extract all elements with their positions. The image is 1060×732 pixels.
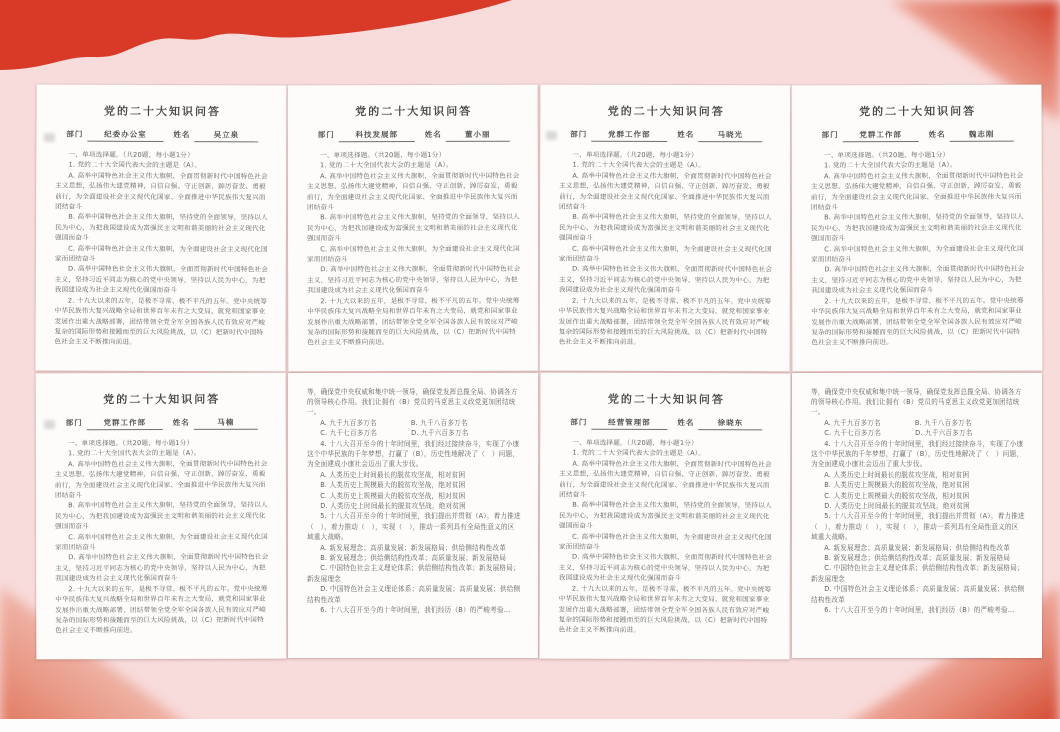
body-line: C. 高举中国特色社会主义伟大旗帜，为全面建设社会主义现代化国家而团结奋斗 bbox=[811, 244, 1024, 264]
dept-value: 党群工作部 bbox=[843, 129, 919, 142]
body-line: D. 人类历史上时间最长的脱贫攻坚战，绝对贫困 bbox=[824, 501, 970, 510]
body-line: D. 高举中国特色社会主义伟大旗帜，全面贯彻新时代中国特色社会主义，坚持习近平同志为核心的党中央领导，坚持以人民为中心，为把我国建设成为社会主义现代化强国而奋斗 bbox=[54, 265, 269, 295]
page-body bbox=[559, 437, 774, 635]
dept-value: 纪委办公室 bbox=[87, 129, 163, 142]
name-label: 姓名 bbox=[928, 129, 946, 139]
quiz-page-5 bbox=[36, 372, 287, 658]
quiz-page-4 bbox=[792, 85, 1043, 371]
body-line: B. 新发展理念；供给侧结构性改革；高质量发展；新发展格局 bbox=[824, 554, 1011, 562]
name-value: 马楠 bbox=[194, 416, 258, 429]
body-line: 2. 十九大以来的五年，是极不寻常、极不平凡的五年。党中央统筹中华民族伟大复兴战略全局和世界百年未有之大变局，就党和国家事业发展作出重大战略部署，团结带领全党全军全国各族人民有效应对严峻复杂的国际形势和接踵而至的巨大风险挑战，以（C）把新时代中国特色社会主义不断推向前进。 bbox=[55, 583, 268, 635]
body-line: 1. 党的二十大全国代表大会的主题是（A）。 bbox=[823, 161, 957, 170]
page-body bbox=[307, 150, 522, 348]
body-line: B. 人类历史上规模最大的脱贫攻坚战，绝对贫困 bbox=[824, 481, 970, 490]
body-line: 5. 十八大召开至今的十年时间里，我们提出并贯彻（A），着力推进（ ），着力推动（ ），实现（ ），推动一系列具有全局性意义的区域重大战略。 bbox=[307, 512, 521, 542]
page-header bbox=[559, 129, 773, 143]
body-line: B. 高举中国特色社会主义伟大旗帜，坚持党的全面领导，坚持以人民为中心，为把我国建设成为富强民主文明和谐美丽的社会主义现代化强国而奋斗 bbox=[54, 500, 268, 531]
page-header bbox=[559, 416, 773, 430]
dept-value: 科技发展部 bbox=[339, 129, 415, 142]
scanned-pages-grid bbox=[36, 85, 1042, 658]
top-left-red-shape bbox=[0, 0, 512, 70]
body-line: 1. 党的二十大全国代表大会的主题是（A）。 bbox=[68, 161, 202, 170]
dept-value: 经营管理部 bbox=[591, 416, 667, 429]
name-value: 董小丽 bbox=[446, 129, 510, 142]
body-line: C. 高举中国特色社会主义伟大旗帜，为全面建设社会主义现代化国家而团结奋斗 bbox=[55, 531, 268, 551]
body-line: 一、单项选择题。（共20题，每小题1分） bbox=[68, 150, 194, 160]
body-line: 2. 十九大以来的五年，是极不寻常、极不平凡的五年。党中央统筹中华民族伟大复兴战略全局和世界百年未有之大变局，就党和国家事业发展作出重大战略部署，团结带领全党全军全国各族人民有效应对严峻复杂的国际形势和接踵而至的巨大风险挑战，以（C）把新时代中国特色社会主义不断推向前进。 bbox=[558, 296, 772, 347]
name-value: 吴立泉 bbox=[194, 129, 258, 142]
name-label: 姓名 bbox=[677, 417, 695, 427]
body-line: D. 中国特色社会主义理论体系；高质量发展；高质量发展；供给侧结构性改革 bbox=[307, 585, 521, 604]
body-line: C. 中国特色社会主义理论体系；供给侧结构性改革；新发展格局；新发展理念 bbox=[307, 564, 520, 583]
body-line: D. 高举中国特色社会主义伟大旗帜，全面贯彻新时代中国特色社会主义，坚持习近平同志为核心的党中央领导，坚持以人民为中心，为把我国建设成为社会主义现代化强国而奋斗 bbox=[558, 552, 773, 582]
body-line: A. 高举中国特色社会主义伟大旗帜，全面贯彻新时代中国特色社会主义思想，弘扬伟大建党精神，自信自强、守正创新，踔厉奋发、勇毅前行，为全面建设社会主义现代化国家、全面推进中华民族伟大复兴而团结奋斗 bbox=[559, 458, 772, 499]
body-line: 5. 十八大召开至今的十年时间里，我们提出并贯彻（A），着力推进（ ），着力推动（ ），实现（ ），推动一系列具有全局性意义的区域重大战略。 bbox=[811, 512, 1025, 542]
body-line: C. 九千七百多万名 D. 九千六百多万名 bbox=[320, 429, 469, 438]
body-line: 等，确保党中央权威和集中统一领导，确保党发挥总揽全局、协调各方的领导核心作用。我们让拥有（B）党员的马克思主义政党更加团结统一。 bbox=[307, 387, 518, 417]
body-line: B. 高举中国特色社会主义伟大旗帜，坚持党的全面领导，坚持以人民为中心，为把我国建设成为富强民主文明和谐美丽的社会主义现代化强国而奋斗 bbox=[558, 213, 772, 243]
scan-smudge bbox=[44, 420, 55, 429]
body-line: C. 高举中国特色社会主义伟大旗帜，为全面建设社会主义现代化国家而团结奋斗 bbox=[54, 244, 268, 263]
body-line: 一、单项选择题。（共20题，每小题1分） bbox=[319, 150, 446, 160]
dept-label: 部门 bbox=[66, 129, 84, 139]
body-line: B. 新发展理念；供给侧结构性改革；高质量发展；新发展格局 bbox=[320, 554, 507, 562]
body-line: C. 九千七百多万名 D. 九千六百多万名 bbox=[824, 429, 973, 438]
page-title: 党的二十大知识问答 bbox=[103, 392, 221, 406]
body-line: A. 人类历史上时间最长的脱贫攻坚战，相对贫困 bbox=[320, 470, 466, 479]
name-label: 姓名 bbox=[424, 129, 442, 139]
page-header bbox=[811, 129, 1025, 143]
body-line: B. 人类历史上规模最大的脱贫攻坚战，绝对贫困 bbox=[320, 481, 466, 490]
body-line: A. 新发展理念；高质量发展；新发展格局；供给侧结构性改革 bbox=[824, 543, 1011, 552]
body-line: 6. 十八大召开至今的十年时间里，我们经历（B）的严峻考验… bbox=[320, 606, 511, 615]
body-line: B. 高举中国特色社会主义伟大旗帜，坚持党的全面领导，坚持以人民为中心，为把我国建设成为富强民主文明和谐美丽的社会主义现代化强国而奋斗 bbox=[558, 500, 772, 530]
page-body bbox=[811, 387, 1025, 616]
page-body bbox=[307, 387, 521, 616]
body-line: 2. 十九大以来的五年，是极不寻常、极不平凡的五年。党中央统筹中华民族伟大复兴战略全局和世界百年未有之大变局，就党和国家事业发展作出重大战略部署，团结带领全党全军全国各族人民有效应对严峻复杂的国际形势和接踵而至的巨大风险挑战，以（C）把新时代中国特色社会主义不断推向前进。 bbox=[558, 583, 772, 634]
body-line: 1. 党的二十大全国代表大会的主题是（A）。 bbox=[320, 161, 453, 170]
body-line: C. 高举中国特色社会主义伟大旗帜，为全面建设社会主义现代化国家而团结奋斗 bbox=[558, 244, 772, 263]
page-title: 党的二十大知识问答 bbox=[103, 104, 222, 119]
dept-value: 党群工作部 bbox=[591, 129, 667, 142]
page-body bbox=[559, 150, 774, 348]
body-line: 一、单项选择题。（共20题，每小题1分） bbox=[823, 150, 950, 160]
page-header bbox=[55, 416, 269, 430]
bottom-white-strip bbox=[0, 719, 1060, 732]
body-line: 4. 十八大召开至今的十年时间里，我们经过接续奋斗，实现了小康这个中华民族的千年梦想，打赢了（B），历史性地解决了（ ）问题，为全面建成小康社会迈出了重大步伐。 bbox=[307, 439, 520, 469]
body-line: A. 新发展理念；高质量发展；新发展格局；供给侧结构性改革 bbox=[320, 543, 507, 552]
body-line: 一、单项选择题。（共20题，每小题1分） bbox=[572, 438, 698, 447]
body-line: 2. 十九大以来的五年，是极不寻常、极不平凡的五年。党中央统筹中华民族伟大复兴战略全局和世界百年未有之大变局，就党和国家事业发展作出重大战略部署，团结带领全党全军全国各族人民有效应对严峻复杂的国际形势和接踵而至的巨大风险挑战，以（C）把新时代中国特色社会主义不断推向前进。 bbox=[811, 296, 1024, 347]
body-line: D. 高举中国特色社会主义伟大旗帜，全面贯彻新时代中国特色社会主义，坚持习近平同志为核心的党中央领导，坚持以人民为中心，为把我国建设成为社会主义现代化强国而奋斗 bbox=[558, 265, 773, 295]
dept-label: 部门 bbox=[821, 130, 839, 140]
scan-smudge bbox=[44, 133, 55, 142]
body-line: 2. 十九大以来的五年，是极不寻常、极不平凡的五年。党中央统筹中华民族伟大复兴战略全局和世界百年未有之大变局，就党和国家事业发展作出重大战略部署，团结带领全党全军全国各族人民有效应对严峻复杂的国际形势和接踵而至的巨大风险挑战，以（C）把新时代中国特色社会主义不断推向前进。 bbox=[54, 296, 268, 347]
body-line: 1. 党的二十大全国代表大会的主题是（A）。 bbox=[572, 448, 706, 458]
body-line: A. 人类历史上时间最长的脱贫攻坚战，相对贫困 bbox=[824, 470, 970, 479]
quiz-page-6-continuation bbox=[288, 373, 538, 659]
page-body bbox=[55, 437, 270, 635]
quiz-page-2 bbox=[288, 85, 539, 371]
body-line: 1. 党的二十大全国代表大会的主题是（A）。 bbox=[68, 448, 201, 458]
body-line: 一、单项选择题。（共20题，每小题1分） bbox=[67, 438, 194, 447]
page-header bbox=[307, 129, 521, 143]
name-value: 徐晓东 bbox=[698, 417, 762, 430]
body-line: 一、单项选择题。（共20题，每小题1分） bbox=[572, 150, 698, 160]
body-line: C. 人类历史上规模最大的脱贫攻坚战，相对贫困 bbox=[320, 491, 466, 500]
dept-label: 部门 bbox=[317, 130, 335, 140]
body-line: B. 高举中国特色社会主义伟大旗帜，坚持党的全面领导，坚持以人民为中心，为把我国建设成为富强民主文明和谐美丽的社会主义现代化强国而奋斗 bbox=[810, 213, 1024, 243]
quiz-page-1 bbox=[35, 84, 286, 371]
body-line: 6. 十八大召开至今的十年时间里，我们经历（B）的严峻考验… bbox=[824, 606, 1015, 615]
body-line: D. 人类历史上时间最长的脱贫攻坚战，绝对贫困 bbox=[320, 501, 466, 510]
name-label: 姓名 bbox=[677, 130, 695, 140]
body-line: C. 中国特色社会主义理论体系；供给侧结构性改革；新发展格局；新发展理念 bbox=[811, 564, 1024, 583]
body-line: D. 高举中国特色社会主义伟大旗帜，全面贯彻新时代中国特色社会主义，坚持习近平同志为核心的党中央领导，坚持以人民为中心，为把我国建设成为社会主义现代化强国而奋斗 bbox=[811, 265, 1025, 295]
quiz-page-7 bbox=[540, 372, 791, 658]
body-line: A. 高举中国特色社会主义伟大旗帜，全面贯彻新时代中国特色社会主义思想，弘扬伟大建党精神，自信自强、守正创新，踔厉奋发、勇毅前行，为全面建设社会主义现代化国家、全面推进中华民族伟大复兴而团结奋斗 bbox=[54, 459, 268, 499]
page-title: 党的二十大知识问答 bbox=[859, 104, 977, 119]
scan-smudge bbox=[546, 131, 557, 140]
body-line: 1. 党的二十大全国代表大会的主题是（A）。 bbox=[572, 161, 706, 170]
page-body bbox=[54, 150, 269, 349]
body-line: C. 高举中国特色社会主义伟大旗帜，为全面建设社会主义现代化国家而团结奋斗 bbox=[307, 244, 520, 264]
body-line: D. 中国特色社会主义理论体系；高质量发展；高质量发展；供给侧结构性改革 bbox=[811, 585, 1025, 604]
quiz-page-8-continuation bbox=[792, 373, 1042, 659]
body-line: A. 九千九百多万名 B. 九千八百多万名 bbox=[824, 418, 972, 427]
body-line: C. 高举中国特色社会主义伟大旗帜，为全面建设社会主义现代化国家而团结奋斗 bbox=[558, 531, 772, 551]
body-line: 4. 十八大召开至今的十年时间里，我们经过接续奋斗，实现了小康这个中华民族的千年梦想，打赢了（B），历史性地解决了（ ）问题，为全面建成小康社会迈出了重大步伐。 bbox=[811, 439, 1024, 469]
name-label: 姓名 bbox=[173, 130, 191, 140]
body-line: 等，确保党中央权威和集中统一领导，确保党发挥总揽全局、协调各方的领导核心作用。我们让拥有（B）党员的马克思主义政党更加团结统一。 bbox=[811, 387, 1022, 417]
page-title: 党的二十大知识问答 bbox=[607, 104, 725, 119]
name-label: 姓名 bbox=[172, 417, 190, 427]
dept-label: 部门 bbox=[570, 129, 588, 139]
dept-label: 部门 bbox=[570, 417, 588, 427]
body-line: A. 高举中国特色社会主义伟大旗帜，全面贯彻新时代中国特色社会主义思想，弘扬伟大建党精神，自信自强、守正创新，踔厉奋发、勇毅前行，为全面建设社会主义现代化国家、全面推进中华民族伟大复兴而团结奋斗 bbox=[559, 171, 772, 211]
body-line: C. 人类历史上规模最大的脱贫攻坚战，相对贫困 bbox=[824, 491, 970, 500]
body-line: B. 高举中国特色社会主义伟大旗帜，坚持党的全面领导，坚持以人民为中心，为把我国建设成为富强民主文明和谐美丽的社会主义现代化强国而奋斗 bbox=[306, 213, 520, 243]
body-line: D. 高举中国特色社会主义伟大旗帜，全面贯彻新时代中国特色社会主义，坚持习近平同志为核心的党中央领导，坚持以人民为中心，为把我国建设成为社会主义现代化强国而奋斗 bbox=[55, 552, 269, 583]
body-line: A. 高举中国特色社会主义伟大旗帜，全面贯彻新时代中国特色社会主义思想，弘扬伟大建党精神，自信自强、守正创新，踔厉奋发、勇毅前行，为全面建设社会主义现代化国家、全面推进中华民族伟大复兴而团结奋斗 bbox=[55, 171, 268, 211]
body-line: A. 高举中国特色社会主义伟大旗帜，全面贯彻新时代中国特色社会主义思想，弘扬伟大建党精神，自信自强、守正创新，踔厉奋发、勇毅前行，为全面建设社会主义现代化国家、全面推进中华民族伟大复兴而团结奋斗 bbox=[306, 171, 520, 212]
body-line: 2. 十九大以来的五年，是极不寻常、极不平凡的五年。党中央统筹中华民族伟大复兴战略全局和世界百年未有之大变局，就党和国家事业发展作出重大战略部署，团结带领全党全军全国各族人民有效应对严峻复杂的国际形势和接踵而至的巨大风险挑战，以（C）把新时代中国特色社会主义不断推向前进。 bbox=[307, 296, 520, 347]
page-header bbox=[55, 129, 269, 143]
page-title: 党的二十大知识问答 bbox=[355, 104, 473, 119]
page-title: 党的二十大知识问答 bbox=[607, 392, 725, 406]
body-line: A. 高举中国特色社会主义伟大旗帜，全面贯彻新时代中国特色社会主义思想，弘扬伟大建党精神，自信自强、守正创新，踔厉奋发、勇毅前行，为全面建设社会主义现代化国家、全面推进中华民族伟大复兴而团结奋斗 bbox=[810, 171, 1024, 212]
body-line: D. 高举中国特色社会主义伟大旗帜，全面贯彻新时代中国特色社会主义，坚持习近平同志为核心的党中央领导，坚持以人民为中心，为把我国建设成为社会主义现代化强国而奋斗 bbox=[307, 265, 521, 295]
name-value: 马晓光 bbox=[698, 129, 762, 142]
name-value: 魏志刚 bbox=[950, 129, 1014, 142]
page-body bbox=[811, 150, 1026, 348]
quiz-page-3 bbox=[540, 85, 791, 371]
dept-value: 党群工作部 bbox=[87, 416, 163, 429]
body-line: B. 高举中国特色社会主义伟大旗帜，坚持党的全面领导，坚持以人民为中心，为把我国建设成为富强民主文明和谐美丽的社会主义现代化强国而奋斗 bbox=[54, 213, 268, 242]
dept-label: 部门 bbox=[65, 417, 83, 427]
body-line: A. 九千九百多万名 B. 九千八百多万名 bbox=[320, 418, 468, 427]
